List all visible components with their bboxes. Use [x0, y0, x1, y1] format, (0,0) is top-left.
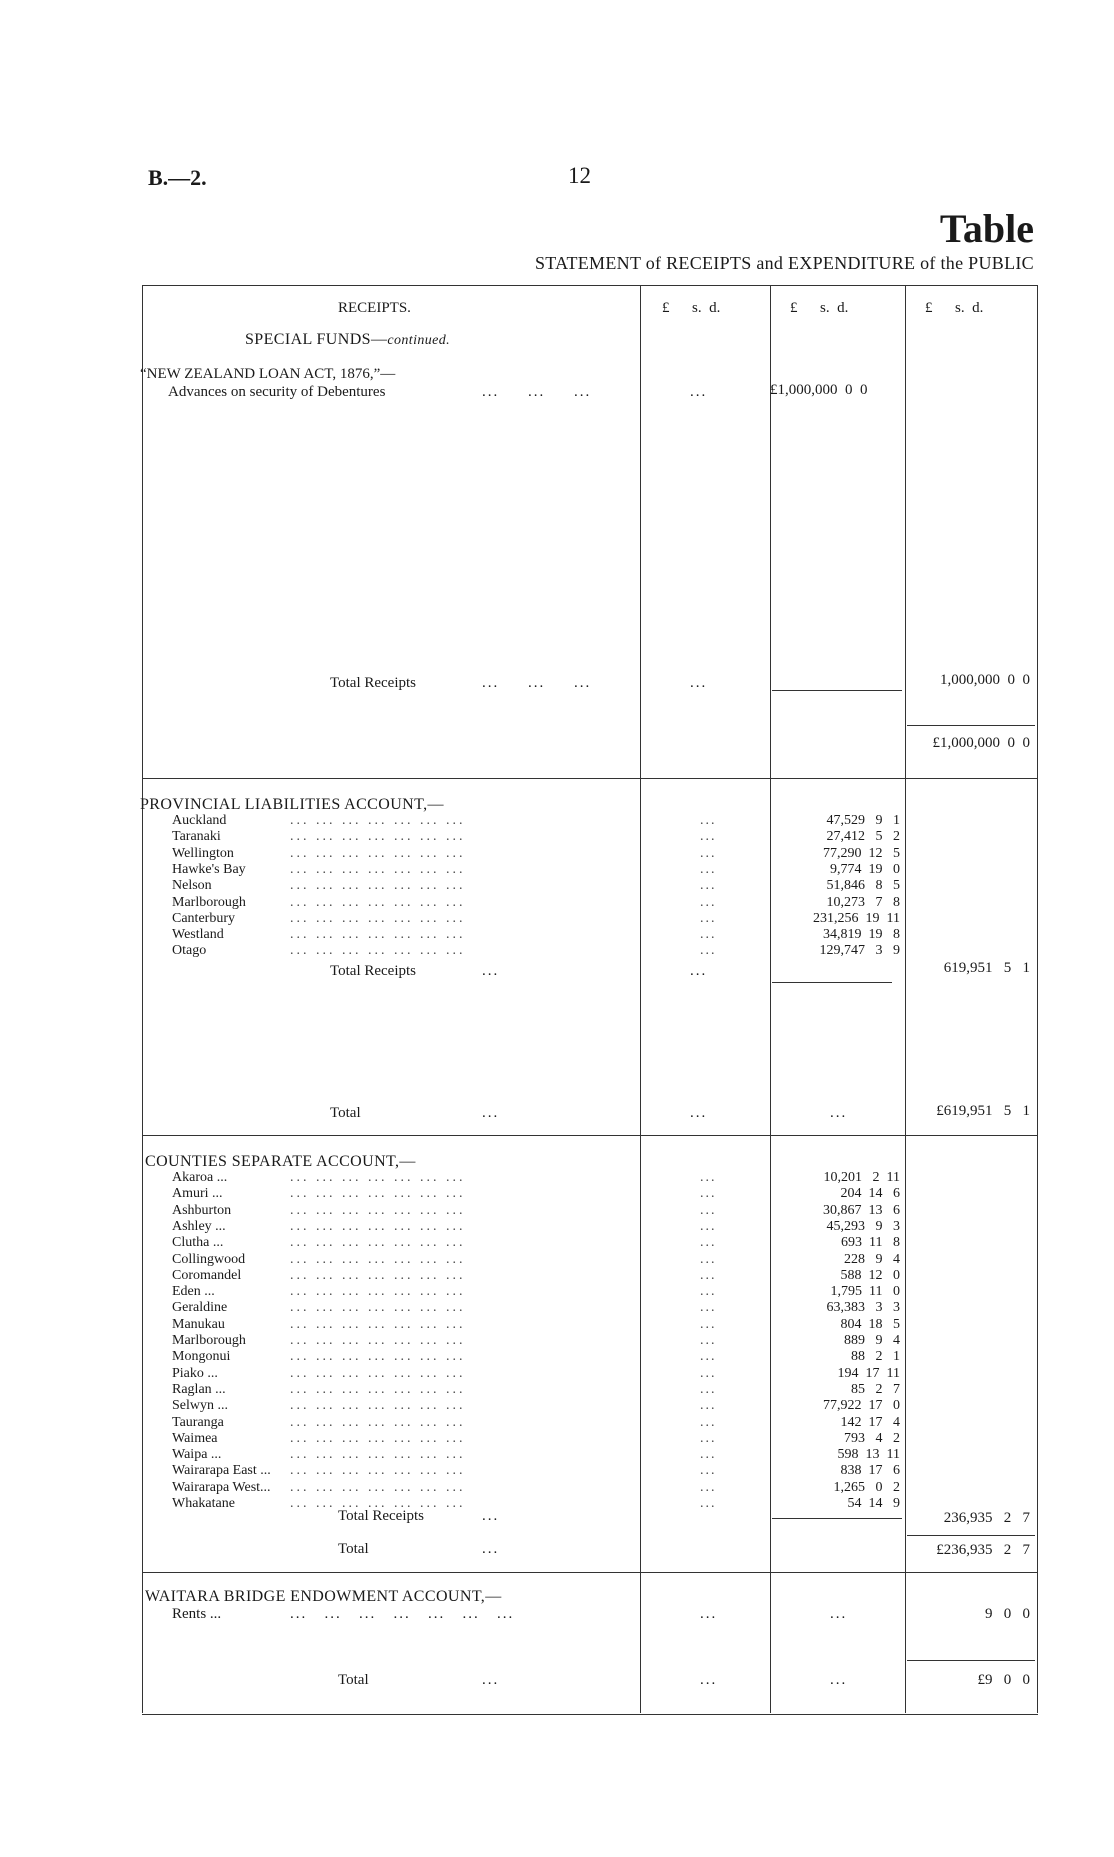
waitara-rents-label: Rents ...	[172, 1606, 222, 1622]
counties-name: Ashley ...	[172, 1218, 226, 1234]
provincial-total-dots: ...	[482, 963, 500, 979]
provincial-name: Westland	[172, 927, 224, 943]
waitara-total-col-a: ...	[700, 1672, 718, 1688]
provincial-amount: 129,747 3 9	[819, 943, 900, 959]
provincial-row	[0, 895, 1114, 912]
provincial-row	[0, 813, 1114, 830]
col-c-header: £ s. d.	[925, 300, 984, 316]
counties-dots: ... ... ... ... ... ... ...	[290, 1170, 466, 1185]
provincial-name: Marlborough	[172, 894, 246, 910]
counties-row	[0, 1366, 1114, 1383]
counties-name: Piako ...	[172, 1365, 218, 1381]
table-heading: Table	[939, 206, 1034, 251]
counties-total-dots: ...	[482, 1508, 500, 1524]
counties-col-a: ...	[700, 1186, 717, 1202]
provincial-amount: 77,290 12 5	[823, 845, 900, 861]
counties-name: Eden ...	[172, 1284, 215, 1300]
provincial-row	[0, 943, 1114, 960]
counties-dots: ... ... ... ... ... ... ...	[290, 1186, 466, 1202]
special-funds-continued: continued.	[387, 333, 451, 348]
provincial-total-receipts-label: Total Receipts	[330, 963, 417, 979]
counties-total-amount: £236,935 2 7	[936, 1542, 1030, 1558]
counties-col-a: ...	[700, 1235, 717, 1251]
provincial-name: Nelson	[172, 878, 212, 894]
counties-dots: ... ... ... ... ... ... ...	[290, 1414, 466, 1430]
counties-amount: 1,265 0 2	[833, 1479, 900, 1495]
provincial-name: Canterbury	[172, 910, 235, 926]
counties-row	[0, 1300, 1114, 1317]
counties-name: Akaroa ...	[172, 1170, 228, 1185]
counties-row	[0, 1284, 1114, 1301]
counties-amount: 838 17 6	[840, 1463, 900, 1479]
counties-total-dots-2: ...	[482, 1541, 500, 1557]
counties-col-a: ...	[700, 1316, 717, 1332]
counties-amount: 1,795 11 0	[830, 1284, 900, 1300]
provincial-col-a: ...	[700, 910, 717, 926]
provincial-total-col-b: ...	[830, 1105, 848, 1121]
waitara-total-col-b: ...	[830, 1672, 848, 1688]
counties-row	[0, 1398, 1114, 1415]
provincial-col-a: ...	[700, 813, 717, 828]
counties-dots: ... ... ... ... ... ... ...	[290, 1463, 466, 1479]
provincial-title: PROVINCIAL LIABILITIES ACCOUNT,—	[140, 796, 444, 813]
counties-row	[0, 1268, 1114, 1285]
provincial-name: Taranaki	[172, 829, 221, 845]
provincial-name: Wellington	[172, 845, 234, 861]
counties-name: Coromandel	[172, 1267, 242, 1283]
counties-row	[0, 1349, 1114, 1366]
counties-dots: ... ... ... ... ... ... ...	[290, 1381, 466, 1397]
rule-section-3	[142, 1572, 1038, 1573]
provincial-dots: ... ... ... ... ... ... ...	[290, 845, 466, 861]
counties-title: COUNTIES SEPARATE ACCOUNT,—	[145, 1153, 416, 1170]
counties-row	[0, 1431, 1114, 1448]
waitara-total-dots: ...	[482, 1672, 500, 1688]
provincial-row	[0, 927, 1114, 944]
provincial-total-amount: £619,951 5 1	[936, 1103, 1030, 1119]
statement-title: STATEMENT of RECEIPTS and EXPENDITURE of the PUBLIC	[534, 253, 1034, 273]
counties-row	[0, 1480, 1114, 1497]
counties-dots: ... ... ... ... ... ... ...	[290, 1447, 466, 1463]
provincial-col-a: ...	[700, 829, 717, 845]
provincial-row	[0, 829, 1114, 846]
counties-amount: 693 11 8	[841, 1235, 900, 1251]
counties-name: Manukau	[172, 1316, 225, 1332]
counties-name: Geraldine	[172, 1300, 228, 1316]
provincial-amount: 9,774 19 0	[830, 861, 900, 877]
waitara-total-amount: £9 0 0	[977, 1672, 1030, 1688]
counties-row	[0, 1186, 1114, 1203]
counties-amount: 54 14 9	[847, 1496, 900, 1511]
rule-provincial-sub	[772, 982, 892, 983]
counties-dots: ... ... ... ... ... ... ...	[290, 1284, 466, 1300]
counties-dots: ... ... ... ... ... ... ...	[290, 1496, 466, 1511]
provincial-total-label: Total	[330, 1105, 361, 1121]
counties-amount: 598 13 11	[837, 1447, 900, 1463]
counties-dots: ... ... ... ... ... ... ...	[290, 1349, 466, 1365]
provincial-col-a: ...	[700, 878, 717, 894]
advances-amount: £1,000,000 0 0	[770, 382, 868, 398]
provincial-amount: 10,273 7 8	[826, 894, 900, 910]
waitara-rents-col-b: ...	[830, 1606, 848, 1622]
counties-name: Marlborough	[172, 1333, 246, 1348]
counties-amount: 85 2 7	[851, 1381, 900, 1397]
counties-row	[0, 1333, 1114, 1350]
counties-col-a: ...	[700, 1463, 717, 1479]
counties-name: Mongonui	[172, 1349, 231, 1365]
col-b-header: £ s. d.	[790, 300, 849, 316]
rule-special-total	[907, 725, 1035, 726]
counties-row	[0, 1447, 1114, 1464]
provincial-total-receipts-amount: 619,951 5 1	[943, 960, 1030, 976]
provincial-dots: ... ... ... ... ... ... ...	[290, 927, 466, 943]
provincial-amount: 231,256 19 11	[813, 910, 900, 926]
rule-counties-sub	[772, 1518, 902, 1519]
provincial-amount: 27,412 5 2	[826, 829, 900, 845]
waitara-rents-amount: 9 0 0	[985, 1606, 1030, 1622]
counties-col-a: ...	[700, 1365, 717, 1381]
provincial-col-a: ...	[700, 927, 717, 943]
counties-row	[0, 1463, 1114, 1480]
counties-col-a: ...	[700, 1202, 717, 1218]
counties-col-a: ...	[700, 1170, 717, 1185]
counties-col-a: ...	[700, 1414, 717, 1430]
counties-name: Raglan ...	[172, 1381, 226, 1397]
counties-dots: ... ... ... ... ... ... ...	[290, 1202, 466, 1218]
counties-row	[0, 1382, 1114, 1399]
counties-col-a: ...	[700, 1300, 717, 1316]
counties-dots: ... ... ... ... ... ... ...	[290, 1430, 466, 1446]
special-total-receipts-amount: 1,000,000 0 0	[940, 672, 1030, 688]
loan-act-title: “NEW ZEALAND LOAN ACT, 1876,”—	[140, 366, 396, 382]
counties-col-a: ...	[700, 1251, 717, 1267]
counties-dots: ... ... ... ... ... ... ...	[290, 1235, 466, 1251]
special-total-col-a: ...	[690, 675, 708, 691]
counties-amount: 204 14 6	[840, 1186, 900, 1202]
counties-name: Whakatane	[172, 1496, 235, 1511]
counties-amount: 10,201 2 11	[823, 1170, 900, 1185]
counties-amount: 889 9 4	[844, 1333, 900, 1348]
provincial-total-col-a-2: ...	[690, 1105, 708, 1121]
provincial-row	[0, 911, 1114, 928]
counties-col-a: ...	[700, 1333, 717, 1348]
counties-dots: ... ... ... ... ... ... ...	[290, 1316, 466, 1332]
provincial-dots: ... ... ... ... ... ... ...	[290, 943, 466, 959]
rule-waitara-total	[907, 1660, 1035, 1661]
counties-name: Waipa ...	[172, 1447, 222, 1463]
counties-col-a: ...	[700, 1447, 717, 1463]
counties-dots: ... ... ... ... ... ... ...	[290, 1267, 466, 1283]
special-funds-title	[245, 331, 450, 349]
counties-name: Selwyn ...	[172, 1398, 228, 1414]
counties-dots: ... ... ... ... ... ... ...	[290, 1479, 466, 1495]
provincial-col-a: ...	[700, 861, 717, 877]
waitara-rents-dots: ... ... ... ... ... ... ...	[290, 1606, 515, 1622]
counties-row	[0, 1235, 1114, 1252]
counties-row	[0, 1203, 1114, 1220]
counties-total-receipts-label: Total Receipts	[338, 1508, 425, 1524]
counties-dots: ... ... ... ... ... ... ...	[290, 1365, 466, 1381]
counties-col-a: ...	[700, 1349, 717, 1365]
counties-dots: ... ... ... ... ... ... ...	[290, 1300, 466, 1316]
counties-col-a: ...	[700, 1430, 717, 1446]
counties-amount: 45,293 9 3	[826, 1218, 900, 1234]
counties-name: Wairarapa East ...	[172, 1463, 271, 1479]
counties-total-receipts-amount: 236,935 2 7	[943, 1510, 1030, 1526]
special-total-dots: ... ... ...	[482, 675, 592, 691]
provincial-name: Auckland	[172, 813, 227, 828]
counties-amount: 804 18 5	[840, 1316, 900, 1332]
provincial-total-col-a: ...	[690, 963, 708, 979]
counties-row	[0, 1317, 1114, 1334]
advances-label: Advances on security of Debentures	[168, 384, 386, 400]
provincial-dots: ... ... ... ... ... ... ...	[290, 861, 466, 877]
counties-name: Collingwood	[172, 1251, 246, 1267]
rule-section-2	[142, 1135, 1038, 1136]
counties-name: Tauranga	[172, 1414, 224, 1430]
counties-col-a: ...	[700, 1267, 717, 1283]
counties-name: Wairarapa West...	[172, 1479, 271, 1495]
counties-name: Waimea	[172, 1430, 218, 1446]
provincial-col-a: ...	[700, 943, 717, 959]
provincial-dots: ... ... ... ... ... ... ...	[290, 813, 466, 828]
provincial-name: Otago	[172, 943, 207, 959]
counties-name: Ashburton	[172, 1202, 232, 1218]
counties-amount: 588 12 0	[840, 1267, 900, 1283]
counties-dots: ... ... ... ... ... ... ...	[290, 1218, 466, 1234]
provincial-total-dots-2: ...	[482, 1105, 500, 1121]
page-reference: B.—2.	[148, 165, 207, 190]
counties-amount: 30,867 13 6	[823, 1202, 900, 1218]
counties-name: Clutha ...	[172, 1235, 224, 1251]
special-funds-title-text: SPECIAL FUNDS—	[245, 331, 388, 348]
waitara-total-label: Total	[338, 1672, 369, 1688]
waitara-title: WAITARA BRIDGE ENDOWMENT ACCOUNT,—	[145, 1588, 502, 1605]
rule-counties-total	[907, 1535, 1035, 1536]
counties-dots: ... ... ... ... ... ... ...	[290, 1333, 466, 1348]
counties-amount: 63,383 3 3	[826, 1300, 900, 1316]
counties-amount: 194 17 11	[837, 1365, 900, 1381]
waitara-rents-col-a: ...	[700, 1606, 718, 1622]
provincial-row	[0, 846, 1114, 863]
provincial-dots: ... ... ... ... ... ... ...	[290, 910, 466, 926]
provincial-col-a: ...	[700, 845, 717, 861]
counties-row	[0, 1170, 1114, 1187]
counties-total-label: Total	[338, 1541, 369, 1557]
counties-amount: 793 4 2	[844, 1430, 900, 1446]
counties-amount: 142 17 4	[840, 1414, 900, 1430]
special-total-receipts-label: Total Receipts	[330, 675, 417, 691]
counties-col-a: ...	[700, 1284, 717, 1300]
provincial-col-a: ...	[700, 894, 717, 910]
provincial-dots: ... ... ... ... ... ... ...	[290, 894, 466, 910]
advances-dots: ... ... ...	[482, 384, 592, 400]
counties-col-a: ...	[700, 1496, 717, 1511]
provincial-dots: ... ... ... ... ... ... ...	[290, 829, 466, 845]
special-grand-total: £1,000,000 0 0	[932, 735, 1030, 751]
counties-amount: 228 9 4	[844, 1251, 900, 1267]
provincial-amount: 47,529 9 1	[826, 813, 900, 828]
counties-dots: ... ... ... ... ... ... ...	[290, 1398, 466, 1414]
counties-row	[0, 1415, 1114, 1432]
advances-col-a: ...	[690, 384, 708, 400]
receipts-header: RECEIPTS.	[338, 300, 411, 316]
provincial-amount: 51,846 8 5	[826, 878, 900, 894]
provincial-row	[0, 878, 1114, 895]
counties-col-a: ...	[700, 1218, 717, 1234]
counties-dots: ... ... ... ... ... ... ...	[290, 1251, 466, 1267]
provincial-name: Hawke's Bay	[172, 861, 246, 877]
rule-section-1	[142, 778, 1038, 779]
counties-amount: 88 2 1	[851, 1349, 900, 1365]
counties-row	[0, 1219, 1114, 1236]
counties-col-a: ...	[700, 1479, 717, 1495]
page-number: 12	[568, 163, 591, 188]
counties-col-a: ...	[700, 1398, 717, 1414]
rule-special-sub	[772, 690, 902, 691]
provincial-amount: 34,819 19 8	[823, 927, 900, 943]
counties-col-a: ...	[700, 1381, 717, 1397]
provincial-row	[0, 862, 1114, 879]
counties-name: Amuri ...	[172, 1186, 223, 1202]
col-a-header: £ s. d.	[662, 300, 721, 316]
provincial-dots: ... ... ... ... ... ... ...	[290, 878, 466, 894]
counties-amount: 77,922 17 0	[823, 1398, 900, 1414]
counties-row	[0, 1252, 1114, 1269]
